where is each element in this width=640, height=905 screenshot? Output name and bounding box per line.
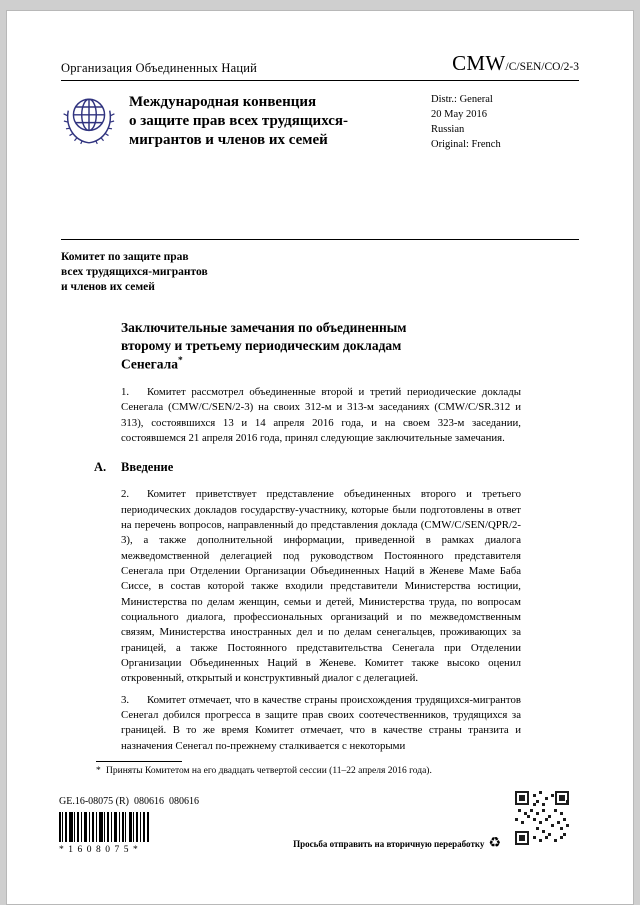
paragraph-number: 1. <box>121 386 130 399</box>
ge-number: GE.16-08075 (R) 080616 080616 <box>59 796 199 807</box>
date-line: 20 May 2016 <box>431 108 487 120</box>
document-title <box>121 319 521 373</box>
masthead-rule <box>61 239 579 240</box>
convention-title-line: о защите прав всех трудящихся- <box>129 113 349 130</box>
document-title-line <box>121 355 521 373</box>
committee-name-line: и членов их семей <box>61 280 155 293</box>
footnote <box>96 761 526 776</box>
recycle-text: Просьба отправить на вторичную переработку <box>293 838 485 849</box>
qr-code <box>515 791 569 850</box>
paragraph-number: 2. <box>121 488 130 501</box>
original-language-line: Original: French <box>431 138 501 150</box>
paragraph <box>121 487 521 686</box>
document-symbol <box>452 51 579 76</box>
language-line: Russian <box>431 123 465 135</box>
committee-name <box>61 250 579 296</box>
paragraph-text: Комитет отмечает, что в качестве страны происхождения трудящихся-мигрантов Сенегал добился прогресса в защите прав своих соотечественников, трудящихся за границей. В то же время Комитет отмечает, что в качестве страны транзита и назначения Сенегал по-прежнему сталкивается с некоторыми <box>121 693 521 752</box>
paragraph-text: Комитет рассмотрел объединенные второй и третий периодические доклады Сенегала (CMW/C/SEN/2-3) на своих 312-м и 313-м заседаниях (CMW/C/SR.312 и 313), состоявшихся 13 и 14 апреля 2016 года, и на своем 323-м заседании, состоявшемся 21 апреля 2016 года, принял следующие заключительные замечания. <box>121 386 521 445</box>
convention-title-line: Международная конвенция <box>129 94 317 110</box>
document-title-line: Заключительные замечания по объединенным <box>121 320 407 336</box>
document-body <box>94 319 521 754</box>
document-title-line: второму и третьему периодическим докладам <box>121 337 402 353</box>
section-title: Введение <box>121 460 174 475</box>
un-emblem-icon <box>61 93 117 153</box>
section-label: A. <box>94 460 107 475</box>
paragraph <box>121 385 521 446</box>
paragraph-text: Комитет приветствует представление объединенных второго и третьего периодических докладов государству-участнику, которые были подготовлены в ответ на перечень вопросов, направленный до представления доклада (CMW/C/SEN/QPR/2-3), а также дополнительной информации, приведенной в рамках диалога межведомственной делегацией под руководством Постоянного представителя Сенегала при Отделении Организации Объединенных Наций в Женеве Маме Баба Сиссе, в состав которой также входили представители Министерства юстиции, Министерства по делам женщин, семьи и детей, Министерства труда, по вопросам социального диалога, профессиональных организаций и по межведомственным связям, Министерства иностранных дел и по делам сенегальцев, проживающих за границей, а также Постоянного представительства Сенегала при Отделении Организации Объединенных Наций в Женеве. Комитет также высоко оценил откровенный, открытый и конструктивный диалог с делегацией. <box>121 488 521 685</box>
paragraph-number: 3. <box>121 693 130 706</box>
barcode <box>59 812 149 847</box>
title-footnote-marker: * <box>178 355 183 366</box>
section-heading <box>94 460 521 475</box>
recycle-note <box>293 835 501 852</box>
committee-name-line: Комитет по защите прав <box>61 250 189 263</box>
convention-title <box>129 93 409 153</box>
page-header <box>61 51 579 81</box>
org-name: Организация Объединенных Наций <box>61 61 258 75</box>
footnote-text: Приняты Комитетом на его двадцать четвертой сессии (11–22 апреля 2016 года). <box>106 766 432 776</box>
distribution-block <box>431 93 579 153</box>
document-symbol-main: CMW <box>452 51 506 75</box>
paragraph <box>121 693 521 754</box>
document-page <box>6 10 634 905</box>
document-symbol-rest: /C/SEN/CO/2-3 <box>505 61 579 73</box>
distr-line: Distr.: General <box>431 94 493 105</box>
committee-name-line: всех трудящихся-мигрантов <box>61 265 208 278</box>
convention-title-line: мигрантов и членов их семей <box>129 132 328 149</box>
recycle-icon: ♻ <box>488 836 501 851</box>
masthead <box>61 93 579 153</box>
footnote-marker: * <box>96 766 101 776</box>
footnote-rule <box>96 761 182 762</box>
document-title-line-text: Сенегала <box>121 356 178 372</box>
barcode-label: *1608075* <box>59 845 143 855</box>
